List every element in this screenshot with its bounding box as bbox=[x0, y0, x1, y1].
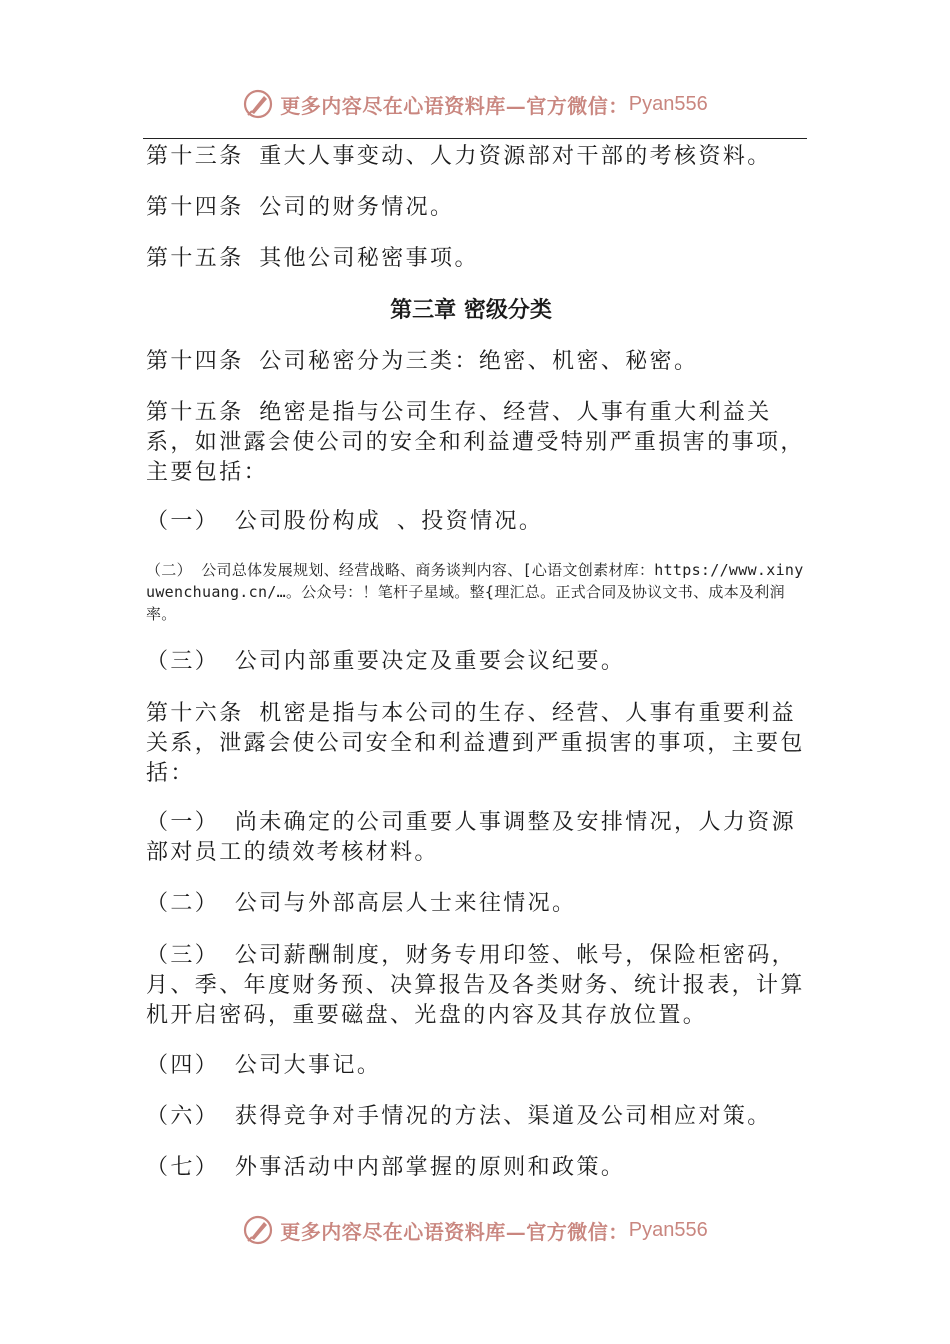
confidential-item-3: （三） 公司薪酬制度，财务专用印签、帐号，保险柜密码，月、季、年度财务预、决算报告及各类财务、统计报表，计算机开启密码，重要磁盘、光盘的内容及其存放位置。 bbox=[146, 943, 805, 1028]
chapter-title: 第三章 密级分类 bbox=[390, 298, 552, 323]
banner-text: 更多内容尽在心语资料库—官方微信： bbox=[280, 1219, 629, 1244]
header-watermark-banner bbox=[0, 82, 950, 126]
banner-text: 更多内容尽在心语资料库—官方微信： bbox=[280, 93, 629, 118]
top-secret-item-3: （三） 公司内部重要决定及重要会议纪要。 bbox=[146, 649, 626, 674]
article-16-confidential: 第十六条 机密是指与本公司的生存、经营、人事有重要利益关系，泄露会使公司安全和利益遭到严重损害的事项，主要包括： bbox=[146, 701, 805, 786]
article-15-top-secret: 第十五条 绝密是指与公司生存、经营、人事有重大利益关系，如泄露会使公司的安全和利益遭受特别严重损害的事项，主要包括： bbox=[146, 400, 805, 485]
quill-logo-icon bbox=[242, 1214, 274, 1246]
article-15: 第十五条 其他公司秘密事项。 bbox=[146, 246, 479, 271]
quill-logo-icon bbox=[242, 88, 274, 120]
top-secret-item-2: （二） 公司总体发展规划、经营战略、商务谈判内容、[心语文创素材库：https://www.xinyuwenchuang.cn/…。公众号：！笔杆子星域。整{理汇总。正式合同及协议文书、成本及利润率。 bbox=[146, 561, 804, 623]
top-secret-item-1: （一） 公司股份构成 、投资情况。 bbox=[146, 509, 544, 534]
article-14: 第十四条 公司的财务情况。 bbox=[146, 195, 455, 220]
confidential-item-7: （七） 外事活动中内部掌握的原则和政策。 bbox=[146, 1155, 626, 1180]
article-13: 第十三条 重大人事变动、人力资源部对干部的考核资料。 bbox=[146, 144, 772, 169]
header-rule bbox=[143, 138, 807, 139]
confidential-item-1: （一） 尚未确定的公司重要人事调整及安排情况，人力资源部对员工的绩效考核材料。 bbox=[146, 810, 797, 865]
footer-watermark-banner bbox=[0, 1208, 950, 1252]
confidential-item-2: （二） 公司与外部高层人士来往情况。 bbox=[146, 891, 577, 916]
confidential-item-4: （四） 公司大事记。 bbox=[146, 1053, 382, 1078]
confidential-item-6: （六） 获得竞争对手情况的方法、渠道及公司相应对策。 bbox=[146, 1104, 772, 1129]
banner-wechat-id: Pyan556 bbox=[628, 1218, 708, 1241]
article-14-classification: 第十四条 公司秘密分为三类：绝密、机密、秘密。 bbox=[146, 349, 699, 374]
banner-wechat-id: Pyan556 bbox=[628, 92, 708, 115]
